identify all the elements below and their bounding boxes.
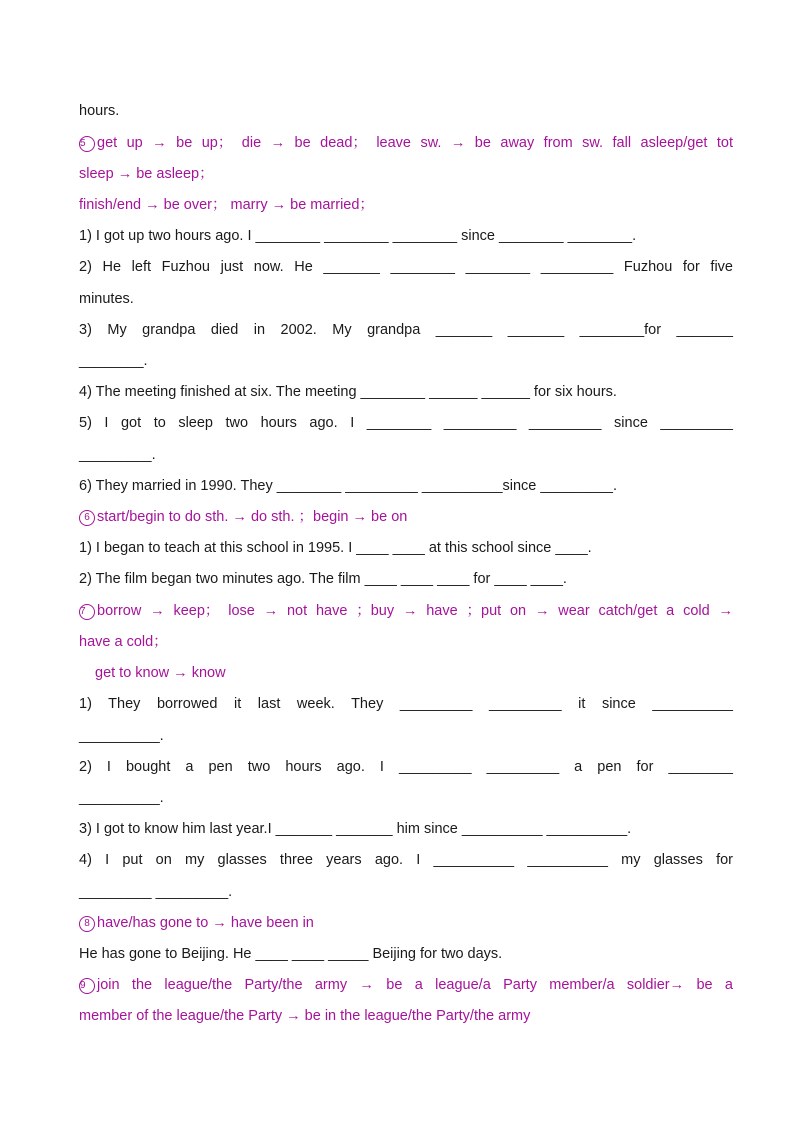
exercise-line: ________. — [79, 353, 148, 369]
exercise-line: 2) I bought a pen two hours ago. I _________ _________ a pen for ________ — [79, 759, 733, 775]
rule-line: get to know → know — [95, 665, 226, 681]
exercise-line: 4) The meeting finished at six. The meeting ________ ______ ______ for six hours. — [79, 384, 617, 400]
exercise-line: _________ _________. — [79, 884, 233, 900]
exercise-line: 5) I got to sleep two hours ago. I ________ _________ _________ since _________ — [79, 415, 733, 431]
exercise-line: 4) I put on my glasses three years ago. I __________ __________ my glasses for — [79, 852, 733, 868]
rule-line: member of the league/the Party → be in the league/the Party/the army — [79, 1008, 531, 1024]
exercise-line: 1) They borrowed it last week. They _________ _________ it since __________ — [79, 696, 733, 712]
exercise-line: __________. — [79, 728, 164, 744]
exercise-line: minutes. — [79, 291, 134, 307]
exercise-line: __________. — [79, 790, 164, 806]
rule-heading-6: 6 start/begin to do sth. → do sth. ；begin → be on — [79, 506, 733, 528]
exercise-line: 3) My grandpa died in 2002. My grandpa _______ _______ ________for _______ — [79, 322, 733, 338]
exercise-line: _________. — [79, 447, 156, 463]
rule-heading-8: 8 have/has gone to → have been in — [79, 912, 733, 934]
rule-line: have a cold； — [79, 634, 168, 650]
exercise-line: 2) The film began two minutes ago. The film ____ ____ ____ for ____ ____. — [79, 571, 567, 587]
exercise-line: He has gone to Beijing. He ____ ____ _____ Beijing for two days. — [79, 946, 503, 962]
circled-number: 9 — [79, 978, 95, 994]
rule-heading-9: 9 join the league/the Party/the army → be a league/a Party member/a soldier→ be a — [80, 977, 733, 993]
circled-number: 8 — [79, 916, 95, 932]
exercise-line: 6) They married in 1990. They ________ _________ __________since _________. — [79, 478, 618, 494]
text-line: hours. — [79, 103, 120, 119]
rule-heading-5: 5 get up → be up； die → be dead； leave sw. → be away from sw. fall asleep/get tot — [80, 135, 733, 151]
rule-line: sleep → be asleep； — [79, 166, 214, 182]
exercise-line: 3) I got to know him last year.I _______ _______ him since __________ __________. — [79, 821, 632, 837]
rule-line: finish/end → be over； marry → be married； — [79, 197, 374, 213]
exercise-line: 2) He left Fuzhou just now. He _______ ________ ________ _________ Fuzhou for five — [79, 259, 733, 275]
rule-heading-7: 7 borrow → keep； lose → not have ；buy → have ；put on → wear catch/get a cold → — [80, 603, 733, 619]
circled-number: 7 — [79, 604, 95, 620]
exercise-line: 1) I got up two hours ago. I ________ ________ ________ since ________ ________. — [79, 228, 637, 244]
exercise-line: 1) I began to teach at this school in 1995. I ____ ____ at this school since ____. — [79, 540, 592, 556]
circled-number: 5 — [79, 136, 95, 152]
circled-number: 6 — [79, 510, 95, 526]
